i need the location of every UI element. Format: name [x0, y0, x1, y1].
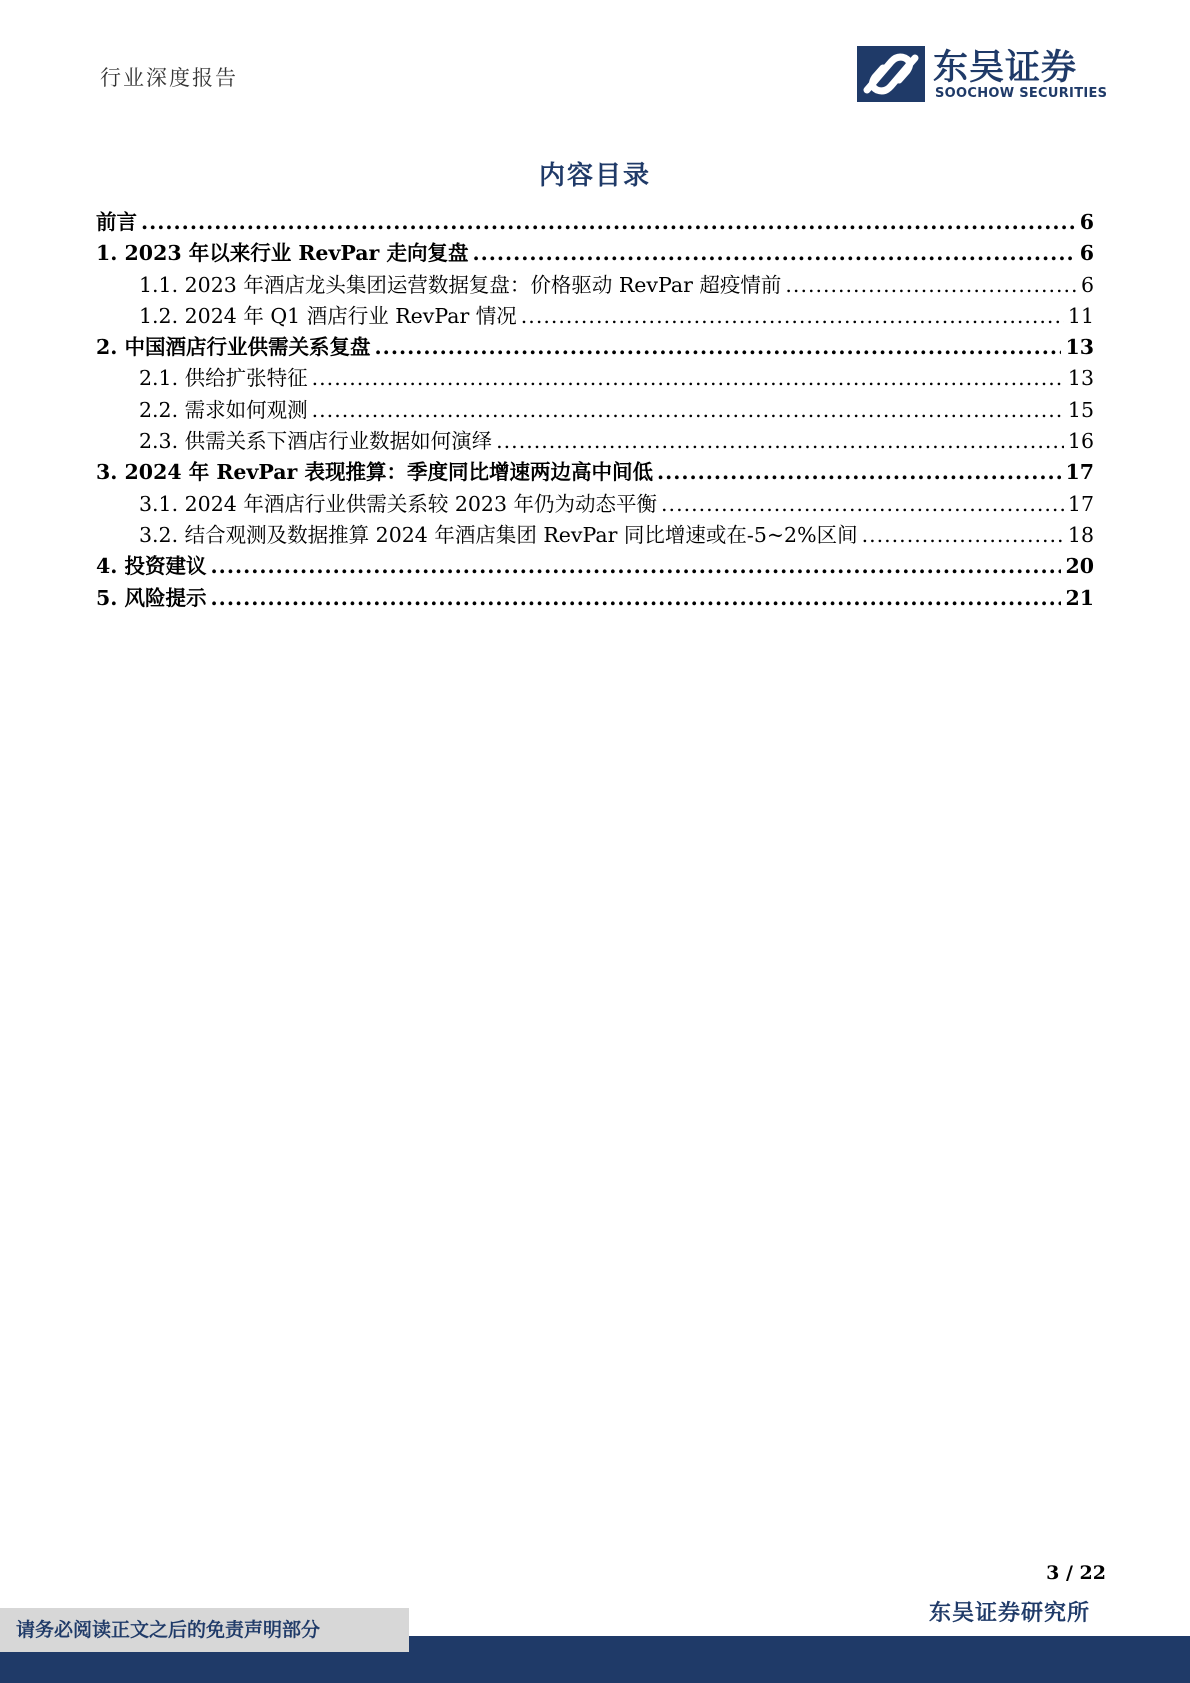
- toc-entry[interactable]: [96, 332, 1094, 363]
- toc-entry[interactable]: [96, 551, 1094, 582]
- toc-entry-text: 2.3. 供需关系下酒店行业数据如何演绎: [139, 429, 493, 454]
- company-logo: [857, 44, 1107, 104]
- toc-entry[interactable]: [96, 395, 1094, 426]
- toc-entry-page: 21: [1065, 585, 1094, 610]
- toc-entry[interactable]: [96, 583, 1094, 614]
- toc-entry-text: 前言: [96, 210, 137, 234]
- toc-leader: [521, 301, 1064, 332]
- toc-entry-text: 2.2. 需求如何观测: [139, 397, 308, 422]
- toc-entry-page: 6: [1079, 210, 1094, 234]
- toc-entry-page: 11: [1067, 303, 1094, 328]
- toc-entry-text: 1. 2023 年以来行业 RevPar 走向复盘: [96, 241, 469, 266]
- toc-entry[interactable]: [96, 270, 1094, 301]
- toc-entry-page: 17: [1067, 491, 1094, 516]
- soochow-logo-icon: [857, 46, 925, 102]
- toc-entry[interactable]: [96, 207, 1094, 238]
- toc-entry-text: 4. 投资建议: [96, 554, 207, 579]
- toc-entry-text: 3.1. 2024 年酒店行业供需关系较 2023 年仍为动态平衡: [139, 491, 658, 516]
- toc-leader: [141, 207, 1076, 238]
- toc-entry-page: 6: [1080, 272, 1094, 297]
- toc-entry-text: 5. 风险提示: [96, 585, 207, 610]
- page-indicator: 3 / 22: [1046, 1562, 1106, 1584]
- toc-entry-page: 15: [1067, 397, 1094, 422]
- toc-entry-text: 2.1. 供给扩张特征: [139, 366, 308, 391]
- toc-leader: [375, 332, 1062, 363]
- toc-entry-page: 13: [1065, 335, 1094, 360]
- toc-leader: [211, 583, 1062, 614]
- table-of-contents: [96, 207, 1094, 614]
- toc-entry-text: 3. 2024 年 RevPar 表现推算：季度同比增速两边高中间低: [96, 460, 653, 485]
- logo-english-text: SOOCHOW SECURITIES: [935, 86, 1108, 101]
- toc-entry-page: 20: [1065, 554, 1094, 579]
- toc-title: 内容目录: [538, 161, 651, 191]
- toc-leader: [312, 395, 1064, 426]
- toc-entry-text: 2. 中国酒店行业供需关系复盘: [96, 335, 371, 360]
- toc-leader: [862, 520, 1064, 551]
- toc-leader: [472, 238, 1075, 269]
- toc-entry[interactable]: [96, 363, 1094, 394]
- toc-entry[interactable]: [96, 457, 1094, 488]
- toc-entry[interactable]: [96, 426, 1094, 457]
- toc-entry-page: 16: [1067, 429, 1094, 454]
- toc-leader: [211, 551, 1062, 582]
- toc-entry[interactable]: [96, 301, 1094, 332]
- toc-entry-page: 18: [1067, 522, 1094, 547]
- report-type-label: 行业深度报告: [100, 66, 238, 90]
- toc-entry-text: 3.2. 结合观测及数据推算 2024 年酒店集团 RevPar 同比增速或在-5~2%区间: [139, 522, 858, 547]
- toc-leader: [661, 489, 1064, 520]
- toc-entry-page: 13: [1067, 366, 1094, 391]
- toc-entry[interactable]: [96, 238, 1094, 269]
- disclaimer-note: 请务必阅读正文之后的免责声明部分: [0, 1608, 409, 1652]
- logo-chinese-text: 东吴证券: [933, 48, 1078, 88]
- research-institute-name: 东吴证券研究所: [928, 1600, 1090, 1626]
- toc-entry-page: 6: [1079, 241, 1094, 266]
- toc-leader: [496, 426, 1064, 457]
- toc-entry-text: 1.1. 2023 年酒店龙头集团运营数据复盘：价格驱动 RevPar 超疫情前: [139, 272, 782, 297]
- toc-leader: [657, 457, 1062, 488]
- toc-leader: [312, 363, 1064, 394]
- toc-entry-text: 1.2. 2024 年 Q1 酒店行业 RevPar 情况: [139, 303, 517, 328]
- toc-entry[interactable]: [96, 520, 1094, 551]
- toc-leader: [785, 270, 1077, 301]
- toc-entry-page: 17: [1065, 460, 1094, 485]
- toc-entry[interactable]: [96, 489, 1094, 520]
